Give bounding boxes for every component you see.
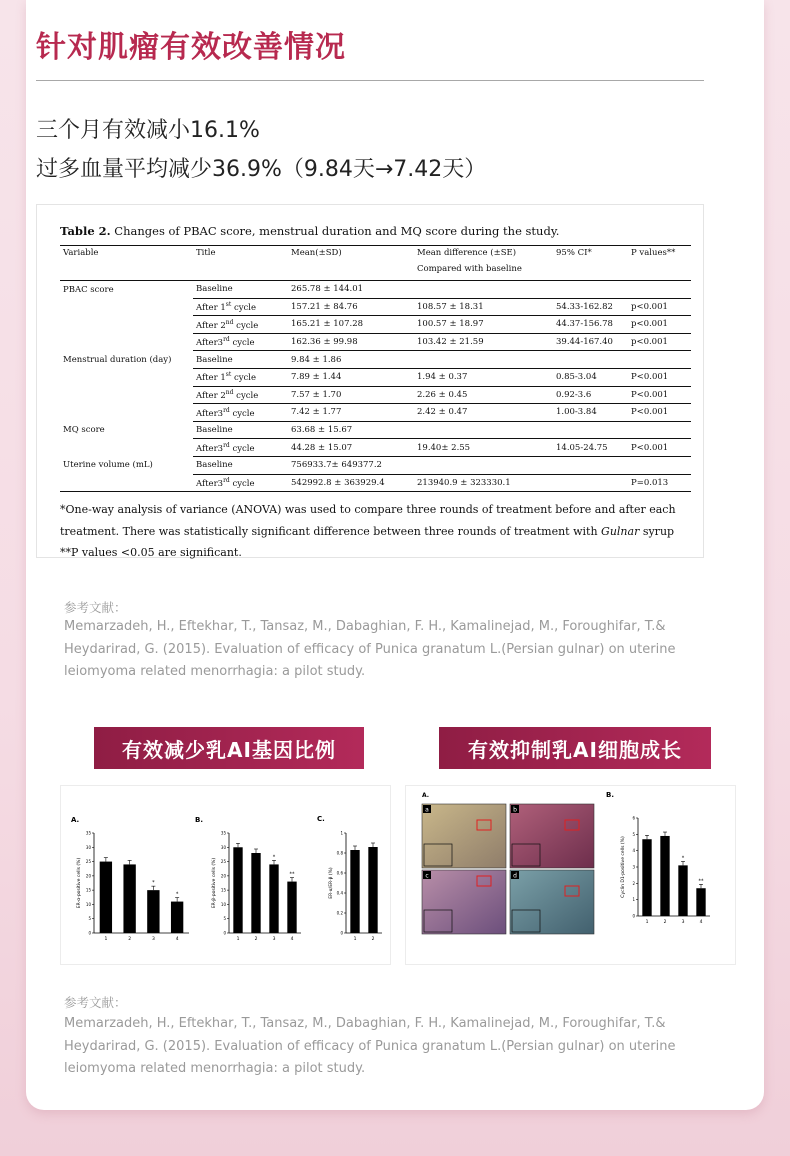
significance-mark: * (681, 855, 685, 862)
microscopy-tile (510, 804, 594, 868)
y-tick-label: 0.8 (336, 850, 343, 856)
y-tick-label: 3 (632, 864, 635, 870)
table-cell: 44.37-156.78 (553, 316, 628, 334)
reference-label-1: 参考文献： (64, 600, 127, 615)
bar (678, 865, 687, 916)
table-cell: P=0.013 (628, 474, 691, 492)
table-cell: 63.68 ± 15.67 (288, 421, 414, 439)
table-cell: 2.26 ± 0.45 (414, 386, 553, 404)
table-cell (553, 351, 628, 369)
y-tick-label: 5 (223, 916, 226, 922)
ordinal-suffix: st (225, 300, 232, 308)
table-note-significance (60, 521, 698, 543)
y-tick-label: 1 (632, 897, 635, 903)
significance-mark: * (152, 880, 155, 887)
y-tick-label: 25 (220, 859, 226, 865)
bar (660, 836, 669, 916)
panel-label: A. (71, 816, 80, 824)
table-cell: 103.42 ± 21.59 (414, 333, 553, 351)
x-tick-label: 3 (151, 937, 155, 942)
table-body (60, 281, 691, 492)
table-cell (553, 281, 628, 299)
table-cell: After 1st cycle (193, 298, 288, 316)
table-cell (628, 456, 691, 474)
bar (696, 888, 705, 916)
bar (368, 847, 377, 933)
table-cell: After 2nd cycle (193, 386, 288, 404)
y-tick-label: 6 (632, 815, 635, 821)
header-title: Title (193, 246, 288, 281)
table-cell (60, 404, 193, 422)
results-table (60, 245, 691, 492)
table-cell: P<0.001 (628, 404, 691, 422)
significance-mark: ** (698, 878, 704, 885)
y-tick-label: 30 (220, 844, 226, 850)
x-tick-label: 3 (272, 937, 276, 942)
tile-label: b (513, 806, 517, 814)
table-cell: P<0.001 (628, 368, 691, 386)
panel-label: A. (422, 792, 430, 799)
table-cell: 213940.9 ± 323330.1 (414, 474, 553, 492)
table-cell: PBAC score (63, 284, 114, 295)
cell-growth-svg (406, 786, 737, 966)
table-caption (60, 224, 559, 238)
y-tick-label: 0 (223, 930, 226, 936)
bar (233, 847, 242, 933)
table-cell: After3rd cycle (193, 474, 288, 492)
table-cell: 7.42 ± 1.77 (288, 404, 414, 422)
table-cell: 44.28 ± 15.07 (288, 439, 414, 457)
table-cell: MQ score (63, 425, 105, 436)
table-cell: p<0.001 (628, 316, 691, 334)
x-tick-label: 2 (371, 937, 375, 942)
table-header-row (60, 246, 691, 281)
y-tick-label: 0.6 (336, 870, 343, 876)
bar-chart (71, 816, 189, 942)
table-cell: After 2nd cycle (193, 316, 288, 334)
tile-label: a (425, 806, 429, 814)
table-cell: 54.33-162.82 (553, 298, 628, 316)
table-cell: After3rd cycle (193, 404, 288, 422)
table-row (60, 456, 691, 474)
header-mean: Mean(±SD) (288, 246, 414, 281)
ordinal-suffix: nd (225, 318, 234, 326)
y-tick-label: 25 (85, 859, 91, 865)
significance-mark: ** (289, 871, 295, 878)
table-row (60, 351, 691, 369)
table-row (60, 281, 691, 299)
table-cell: Baseline (193, 456, 288, 474)
table-row (60, 421, 691, 439)
table-cell: 100.57 ± 18.97 (414, 316, 553, 334)
figure-cell-growth (405, 785, 736, 965)
table-cell (414, 281, 553, 299)
table-cell: 39.44-167.40 (553, 333, 628, 351)
table-caption-text: Changes of PBAC score, menstrual duration and MQ score during the study. (110, 224, 560, 238)
table-cell (628, 421, 691, 439)
table-cell: 157.21 ± 84.76 (288, 298, 414, 316)
table-cell: 108.57 ± 18.31 (414, 298, 553, 316)
banner-reduce-genes: 有效减少乳AI基因比例 (94, 727, 364, 769)
table-cell (414, 421, 553, 439)
bar (123, 864, 135, 933)
reference-text-2: Memarzadeh, H., Eftekhar, T., Tansaz, M., Dabaghian, F. H., Kamalinejad, M., Foroughifar, T.& Heydarirad, G. (2015). Evaluation of efficacy of Punica granatum L.(Persian gulnar) on uterine leiomyoma related menorrhagia: a pilot study. (64, 1016, 676, 1076)
table-cell: P<0.001 (628, 439, 691, 457)
stat-fibroid-reduction: 三个月有效减小16.1% (36, 118, 260, 143)
ordinal-suffix: rd (223, 406, 230, 414)
header-mean-difference-label: Mean difference (±SE) (417, 248, 517, 258)
tile-label: d (513, 872, 517, 880)
reference-text-1: Memarzadeh, H., Eftekhar, T., Tansaz, M., Dabaghian, F. H., Kamalinejad, M., Foroughifar, T.& Heydarirad, G. (2015). Evaluation of efficacy of Punica granatum L.(Persian gulnar) on uterine leiomyoma related menorrhagia: a pilot study. (64, 619, 676, 679)
table-cell: 1.00-3.84 (553, 404, 628, 422)
table-cell: Uterine volume (mL) (63, 460, 153, 471)
header-mean-difference (414, 246, 553, 281)
x-tick-label: 1 (353, 937, 357, 942)
table-note-gulnar: Gulnar (601, 524, 640, 538)
table-cell (60, 439, 193, 457)
microscopy-tile (510, 870, 594, 934)
table-figure (36, 204, 704, 558)
bar-chart (317, 815, 382, 942)
ordinal-suffix: rd (223, 476, 230, 484)
microscopy-tile (422, 804, 506, 868)
bar-chart (606, 791, 710, 925)
table-cell: 9.84 ± 1.86 (288, 351, 414, 369)
table-note-text: treatment. There was statistically significant difference between three rounds of treatment with (60, 524, 602, 538)
header-mean-difference-sub: Compared with baseline (417, 264, 522, 274)
bar (642, 839, 651, 916)
y-tick-label: 2 (632, 880, 635, 886)
header-p-values: P values** (628, 246, 691, 281)
table-cell: 7.57 ± 1.70 (288, 386, 414, 404)
table-cell: 19.40± 2.55 (414, 439, 553, 457)
table-cell: 542992.8 ± 363929.4 (288, 474, 414, 492)
table-cell (414, 351, 553, 369)
y-tick-label: 1 (340, 830, 343, 836)
y-tick-label: 20 (220, 873, 226, 879)
bar (147, 890, 159, 933)
x-tick-label: 4 (175, 937, 179, 942)
table-cell (60, 386, 193, 404)
x-tick-label: 3 (681, 920, 685, 925)
microscopy-panel (422, 792, 594, 934)
table-cell: 0.85-3.04 (553, 368, 628, 386)
ordinal-suffix: rd (223, 336, 230, 344)
table-cell (553, 421, 628, 439)
table-note-p-values: **P values <0.05 are significant. (60, 546, 242, 559)
table-cell (553, 456, 628, 474)
y-tick-label: 15 (85, 887, 91, 893)
table-note-syrup: syrup (639, 524, 675, 538)
tile-label: c (425, 872, 429, 880)
y-axis-label: Cyclin D1-positive cells (%) (621, 836, 626, 898)
table-cell (60, 474, 193, 492)
table-cell (414, 456, 553, 474)
x-tick-label: 1 (104, 937, 108, 942)
ordinal-suffix: nd (225, 388, 234, 396)
table-cell: After3rd cycle (193, 333, 288, 351)
panel-label: B. (195, 816, 203, 824)
y-tick-label: 5 (632, 831, 635, 837)
table-cell: 2.42 ± 0.47 (414, 404, 553, 422)
table-cell: p<0.001 (628, 333, 691, 351)
x-tick-label: 1 (236, 937, 240, 942)
x-tick-label: 4 (290, 937, 294, 942)
table-cell: 0.92-3.6 (553, 386, 628, 404)
banner-inhibit-cells: 有效抑制乳AI细胞成长 (439, 727, 711, 769)
figure-er-charts (60, 785, 391, 965)
x-tick-label: 2 (663, 920, 667, 925)
table-cell: Baseline (193, 421, 288, 439)
y-tick-label: 35 (220, 830, 226, 836)
y-tick-label: 4 (632, 848, 635, 854)
panel-label: C. (317, 815, 325, 823)
y-tick-label: 10 (220, 901, 226, 907)
table-caption-label: Table 2. (60, 224, 111, 238)
page-title: 针对肌瘤有效改善情况 (36, 30, 346, 65)
x-tick-label: 4 (699, 920, 703, 925)
bar (251, 853, 260, 933)
table-note-anova: *One-way analysis of variance (ANOVA) was used to compare three rounds of treatment before and after each (60, 503, 676, 516)
significance-mark: * (272, 854, 276, 861)
table-cell: 265.78 ± 144.01 (288, 281, 414, 299)
table-cell: 162.36 ± 99.98 (288, 333, 414, 351)
table-row (60, 368, 691, 386)
x-tick-label: 1 (645, 920, 649, 925)
y-tick-label: 30 (85, 844, 91, 850)
x-tick-label: 2 (254, 937, 258, 942)
microscopy-tile (422, 870, 506, 934)
table-cell (628, 281, 691, 299)
table-cell: 165.21 ± 107.28 (288, 316, 414, 334)
table-row (60, 316, 691, 334)
table-row (60, 439, 691, 457)
y-tick-label: 0 (88, 930, 91, 936)
ordinal-suffix: st (225, 371, 232, 379)
table-row (60, 474, 691, 492)
y-axis-label: ER-α-positive cells (%) (77, 857, 82, 909)
table-cell (60, 333, 193, 351)
table-cell: 756933.7± 649377.2 (288, 456, 414, 474)
y-tick-label: 10 (85, 901, 91, 907)
table-row (60, 404, 691, 422)
table-cell (553, 474, 628, 492)
bar (350, 850, 359, 933)
x-tick-label: 2 (128, 937, 132, 942)
y-tick-label: 0.2 (336, 910, 343, 916)
er-charts-svg (61, 786, 392, 966)
bar-chart (195, 816, 301, 942)
significance-mark: * (175, 891, 179, 898)
table-cell: P<0.001 (628, 386, 691, 404)
y-tick-label: 15 (220, 887, 226, 893)
table-cell (60, 368, 193, 386)
stat-blood-reduction: 过多血量平均减少36.9%（9.84天→7.42天） (36, 157, 487, 182)
reference-label-2: 参考文献： (64, 995, 127, 1010)
table-notes (60, 499, 698, 564)
y-axis-label: ER-α/ER-β (%) (329, 867, 334, 899)
y-tick-label: 0 (632, 913, 635, 919)
bar (100, 862, 112, 933)
table-cell: After 1st cycle (193, 368, 288, 386)
table-cell: p<0.001 (628, 298, 691, 316)
table-cell: 1.94 ± 0.37 (414, 368, 553, 386)
table-cell: Baseline (193, 281, 288, 299)
bar (171, 902, 183, 933)
table-row (60, 298, 691, 316)
table-cell: After3rd cycle (193, 439, 288, 457)
table-row (60, 333, 691, 351)
ordinal-suffix: rd (223, 441, 230, 449)
table-row (60, 386, 691, 404)
panel-label: B. (606, 791, 614, 799)
table-cell: 7.89 ± 1.44 (288, 368, 414, 386)
bar (269, 864, 278, 933)
y-tick-label: 0.4 (336, 890, 343, 896)
table-cell: Menstrual duration (day) (63, 354, 172, 365)
y-tick-label: 35 (85, 830, 91, 836)
bar (287, 882, 296, 933)
table-cell (60, 316, 193, 334)
y-tick-label: 20 (85, 873, 91, 879)
table-cell (60, 298, 193, 316)
header-ci: 95% CI* (553, 246, 628, 281)
header-variable: Variable (60, 246, 193, 281)
table-cell (628, 351, 691, 369)
y-tick-label: 0 (340, 930, 343, 936)
y-axis-label: ER-β-positive cells (%) (212, 857, 217, 909)
table-cell: 14.05-24.75 (553, 439, 628, 457)
title-divider (36, 80, 704, 81)
y-tick-label: 5 (88, 916, 91, 922)
table-cell: Baseline (193, 351, 288, 369)
